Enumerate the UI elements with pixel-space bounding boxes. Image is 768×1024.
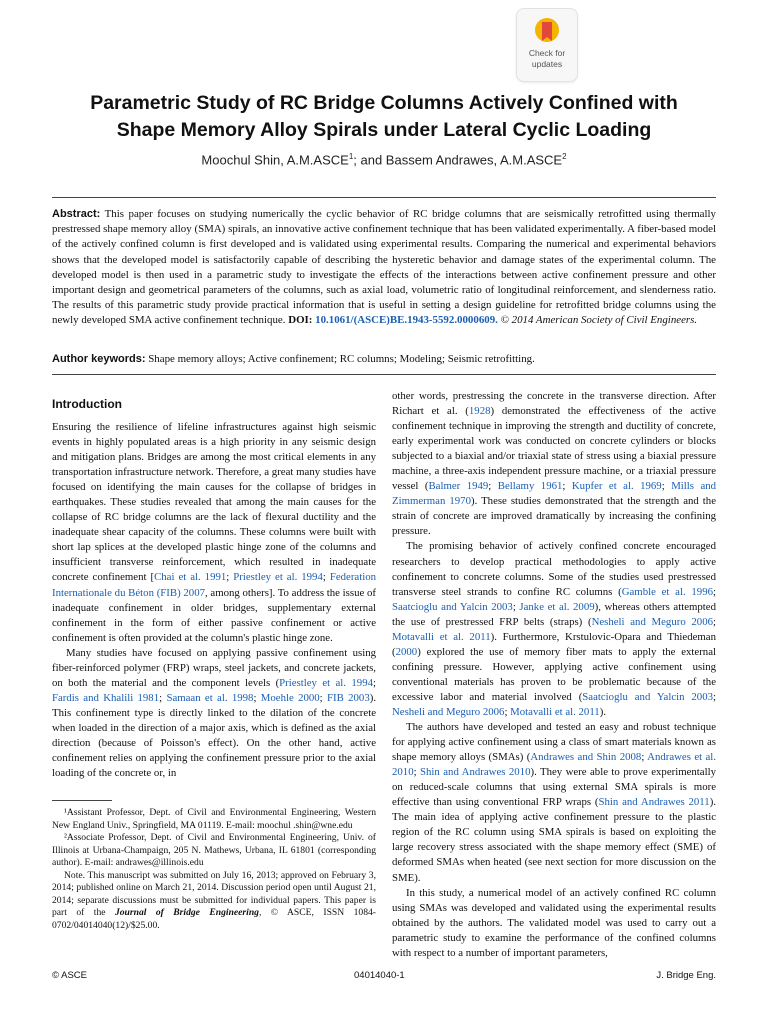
body-text: ; (713, 690, 716, 703)
body-text: ). They were able to prove experimentally on reduced-scale columns that using external SMA spirals is more effective than using conventional FRP wraps ( (392, 766, 716, 809)
body-text: ; (512, 600, 520, 613)
author-2-affil: 2 (562, 152, 567, 161)
citation-link[interactable]: Priestley et al. 1994 (279, 676, 373, 689)
body-text: ; (488, 480, 498, 493)
body-text: ) demonstrated the effectiveness of the active confinement technique in improving the strength and ductility of concrete, early experimental work was conducted on concrete cylinders or blocks subjected to a biaxial and/or triaxial state of stress using a biaxial pressure machine, a three-axis independent pressure machine, or a triaxial pressure vessel ( (392, 405, 716, 493)
paper-title (40, 90, 728, 144)
citation-link[interactable]: Saatcioglu and Yalcin 2003 (582, 690, 713, 703)
citation-link[interactable]: Priestley et al. 1994 (233, 571, 323, 584)
citation-link[interactable]: Moehle 2000 (260, 691, 320, 704)
intro-paragraph-6 (392, 886, 716, 961)
footnote-2: ²Associate Professor, Dept. of Civil and Environmental Engineering, Univ. of Illinois at Urbana-Champaign, 205 N. Mathews, Urbana, IL 61801 (corresponding author). E-mail: andrawes@illinois.edu (52, 832, 376, 868)
abstract-copyright: © 2014 American Society of Civil Engineers. (500, 314, 698, 327)
citation-link[interactable]: 1928 (468, 405, 491, 418)
body-text: ). (599, 705, 607, 718)
intro-paragraph-1 (52, 420, 376, 646)
body-text: ; (319, 691, 327, 704)
citation-link[interactable]: 2000 (395, 645, 418, 658)
body-text: ; (253, 691, 261, 704)
abstract (52, 207, 716, 329)
citation-link[interactable]: Balmer 1949 (428, 480, 489, 493)
citation-link[interactable]: Nesheli and Meguro 2006 (591, 615, 713, 628)
body-text: ). This confinement type is directly linked to the dilation of the concrete when loaded in the direction of a major axis, which is defined as the axial direction (because of Poisson's effect). On the other hand, active confinement relies on applying the confinement pressure prior to the axial loading of the concrete or, in (52, 691, 377, 780)
citation-link[interactable]: Motavalli et al. 2011 (392, 630, 491, 643)
body-text: ; (322, 571, 330, 584)
section-heading-introduction: Introduction (52, 397, 122, 411)
keywords-label: Author keywords: (52, 353, 146, 365)
citation-link[interactable]: Federation Internationale du Béton (FIB) 2007 (52, 571, 377, 599)
abstract-text: This paper focuses on studying numerically the cyclic behavior of RC bridge columns that are seismically retrofitted using thermally prestressed shape memory alloy (SMA) spirals, an innovative active confinement technique that has been validated experimentally. A fiber-based model of the actively confined column is first developed and is validated using experimental results. Comparing the numerical and experimental behaviors shows that the developed model is satisfactorily capable of describing the hysteretic behavior and damage states of the experimental column. The developed model is then used in a parametric study to investigate the effects of the interactions between active confinement pressure and other important design and geometrical parameters of the columns, such as axial load, volumetric ratio of longitudinal reinforcement, and slenderness ratio. The results of this parametric study provide practical information that is useful in setting a design guideline for retrofitted bridge columns using the newly developed SMA active confinement technique. (52, 208, 716, 327)
doi-link[interactable]: 10.1061/(ASCE)BE.1943-5592.0000609. (315, 314, 498, 327)
check-for-updates-badge[interactable] (516, 8, 578, 82)
note-text: Note. This manuscript was submitted on July 16, 2013; approved on February 3, 2014; published online on March 21, 2014. Discussion period open until August 21, 2014; separate discussions must be submitted for individual papers. This paper is part of the (52, 869, 376, 918)
bookmark-ribbon-icon (534, 17, 560, 47)
citation-link[interactable]: Mills and Zimmerman 1970 (392, 480, 717, 508)
citation-link[interactable]: Janke et al. 2009 (519, 600, 595, 613)
body-text: In this study, a numerical model of an actively confined RC column using SMAs was developed and validated using the experimental results obtained by the authors. The validated model was used to carry out a parametric study to examine the performance of the confined columns with respect to a number of important parameters, (392, 886, 716, 959)
body-text: ; (562, 480, 572, 493)
abstract-label: Abstract: (52, 208, 101, 220)
title-line-2: Shape Memory Alloy Spirals under Lateral Cyclic Loading (116, 119, 652, 141)
citation-link[interactable]: Kupfer et al. 1969 (571, 480, 662, 493)
badge-line-1: Check for (528, 48, 566, 58)
body-text: The promising behavior of actively confined concrete encouraged researchers to develop practical methodologies to apply active confinement to concrete columns. Some of the studies used prestressed transverse steel strands to confine RC columns ( (392, 540, 716, 598)
body-text: Many studies have focused on applying passive confinement using fiber-reinforced polymer (FRP) wraps, steel jackets, and concrete jackets, on both the material and the component levels ( (52, 646, 376, 689)
citation-link[interactable]: Nesheli and Meguro 2006 (392, 705, 505, 718)
badge-line-2: updates (531, 59, 563, 69)
body-text: , among others]. To address the issue of inadequate confinement in older bridges, supplementary external confinement in the form of either passive confinement or active confinement is often provided at the column's plastic hinge zone. (52, 586, 376, 644)
citation-link[interactable]: Motavalli et al. 2011 (510, 705, 600, 718)
footer-article-number: 04014040-1 (354, 970, 405, 981)
body-text: ; (159, 691, 167, 704)
footer-journal: J. Bridge Eng. (656, 970, 716, 981)
doi-label: DOI: (288, 314, 313, 327)
intro-paragraph-2 (52, 646, 376, 781)
note-issn: , © ASCE, ISSN 1084-0702/04014040(12)/$25.00. (52, 907, 376, 931)
right-column (392, 389, 716, 961)
left-column (52, 420, 376, 781)
body-text: ; (226, 571, 234, 584)
citation-link[interactable]: Gamble et al. 1996 (621, 585, 713, 598)
citation-link[interactable]: Shin and Andrawes 2011 (598, 796, 710, 809)
manuscript-note (52, 870, 376, 933)
citation-link[interactable]: FIB 2003 (327, 691, 370, 704)
body-text: ). The main idea of applying active confinement pressure to the plastic region of the RC column using SMA spirals is based on exploiting the large recovery stress associated with the shape memory effect (SME) of deformed SMAs when heated (see next section for more discussion on the SME). (392, 796, 717, 884)
citation-link[interactable]: Bellamy 1961 (497, 480, 563, 493)
footnote-rule (52, 800, 112, 801)
citation-link[interactable]: Shin and Andrawes 2010 (420, 766, 531, 779)
body-text: ; (713, 615, 716, 628)
body-text: The authors have developed and tested an easy and robust technique for applying active confinement using a class of smart materials known as shape memory alloys (SMAs) ( (392, 721, 716, 764)
footnote-1: ¹Assistant Professor, Dept. of Civil and Environmental Engineering, Western New England Univ., Springfield, MA 01119. E-mail: moochul .shin@wne.edu (52, 807, 376, 831)
body-text: ), whereas others attempted the use of prestressed FRP belts (straps) ( (392, 600, 717, 628)
body-text: ). These studies demonstrated that the strength and the strain of concrete are improved dramatically by increasing the confining pressure. (392, 495, 716, 538)
body-text: other words, prestressing the concrete in the transverse direction. After Richart et al. ( (392, 390, 716, 418)
body-text: ; (373, 676, 376, 689)
keywords-rule (52, 374, 716, 375)
citation-link[interactable]: Andrawes et al. 2010 (392, 751, 716, 779)
title-line-1: Parametric Study of RC Bridge Columns Actively Confined with (90, 92, 678, 114)
top-rule (52, 197, 716, 198)
journal-name: Journal of Bridge Engineering (114, 907, 259, 918)
author-1-affil: 1 (348, 152, 354, 161)
intro-paragraph-4 (392, 539, 716, 720)
keywords-text: Shape memory alloys; Active confinement; RC columns; Modeling; Seismic retrofitting. (148, 353, 535, 365)
body-text: ; (413, 766, 421, 779)
intro-paragraph-3 (392, 389, 716, 539)
citation-link[interactable]: Chai et al. 1991 (154, 571, 227, 584)
author-1: Moochul Shin, A.M.ASCE (201, 152, 349, 168)
citation-link[interactable]: Samaan et al. 1998 (166, 691, 254, 704)
author-separator: ; and Bassem Andrawes, A.M.ASCE (353, 152, 563, 168)
footer-publisher: © ASCE (52, 970, 87, 981)
footnotes (52, 807, 376, 932)
citation-link[interactable]: Saatcioglu and Yalcin 2003 (392, 600, 513, 613)
intro-paragraph-5 (392, 720, 716, 886)
body-text: ; (661, 480, 672, 493)
author-line (40, 152, 728, 167)
body-text: ). Furthermore, Krstulovic-Opara and Thiedeman ( (392, 630, 716, 658)
citation-link[interactable]: Fardis and Khalili 1981 (52, 691, 160, 704)
author-keywords (52, 352, 716, 367)
body-text: Ensuring the resilience of lifeline infrastructures against high seismic events in highly populated areas is a high priority in any seismic design and mitigation plans. Bridges are among the most critical elements in any transportation infrastructure network. Therefore, a great many studies have focused on identifying the main causes for the collapse of bridges in earthquakes. These studies revealed that among the main causes for the collapse of RC bridge columns are the lack of flexural ductility and the inadequate shear capacity of the columns. These columns were built with short lap splices at the developed plastic hinge zone of the columns and insufficient transverse reinforcement, which resulted in inadequate concrete confinement [ (52, 421, 376, 584)
body-text: ; (504, 705, 511, 718)
body-text: ; (641, 751, 648, 764)
body-text: ; (713, 585, 716, 598)
body-text: ) explored the use of memory fiber mats to apply the external confining pressure. However, applying active confinement using conventional materials has proven to be problematic because of the excessive labor and material involved ( (392, 645, 716, 703)
citation-link[interactable]: Andrawes and Shin 2008 (530, 751, 642, 764)
